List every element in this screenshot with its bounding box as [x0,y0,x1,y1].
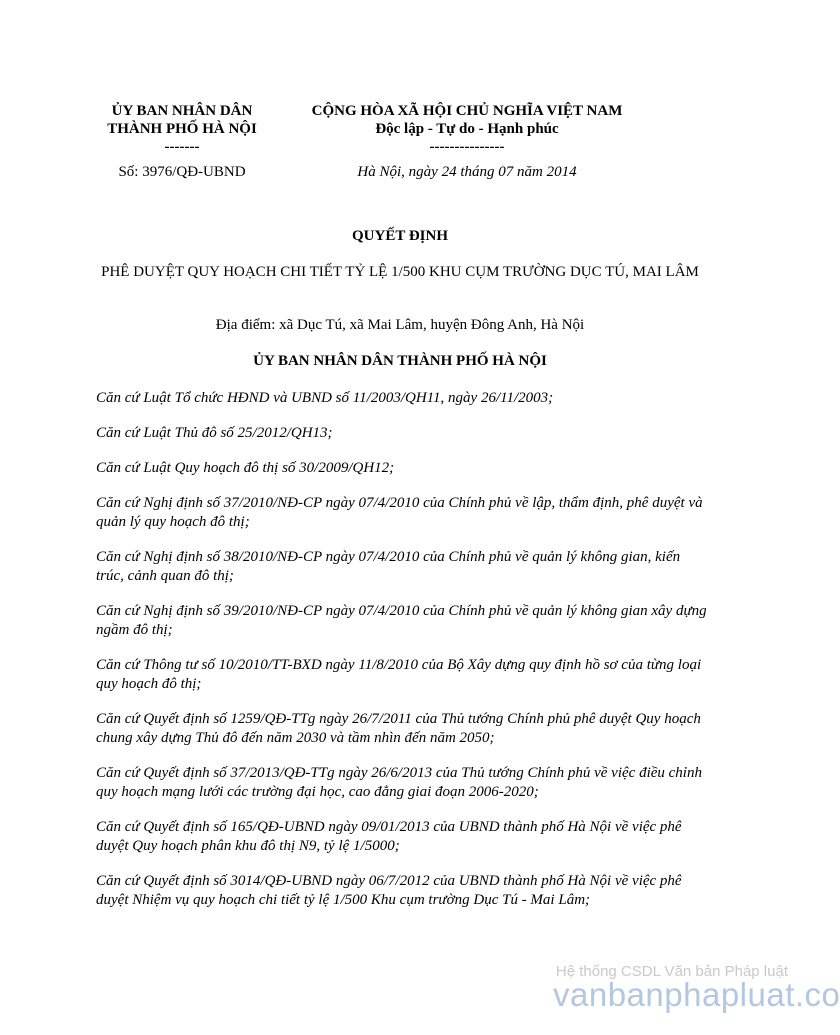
national-title: CỘNG HÒA XÃ HỘI CHỦ NGHĨA VIỆT NAM [311,103,623,119]
document-title: QUYẾT ĐỊNH [352,228,448,244]
legal-basis-item: Căn cứ Quyết định số 165/QĐ-UBND ngày 09/01/2013 của UBND thành phố Hà Nội về việc phê duyệt Quy hoạch phân khu đô thị N9, tỷ lệ 1/5000; [96,819,682,854]
legal-bases-list [96,389,708,926]
legal-basis-item: Căn cứ Nghị định số 37/2010/NĐ-CP ngày 07/4/2010 của Chính phủ về lập, thẩm định, phê duyệt và quản lý quy hoạch đô thị; [96,495,703,530]
issuer-line-2: THÀNH PHỐ HÀ NỘI [107,121,257,137]
national-header [292,102,642,156]
watermark-site: vanbanphapluat.co [553,976,840,1013]
issuer-divider: ------- [164,139,200,155]
issuer-header [82,102,282,156]
document-number: Số: 3976/QĐ-UBND [118,164,246,180]
document-location: Địa điểm: xã Dục Tú, xã Mai Lâm, huyện Đông Anh, Hà Nội [215,317,585,333]
legal-basis-item: Căn cứ Nghị định số 39/2010/NĐ-CP ngày 07/4/2010 của Chính phủ về quản lý không gian xây dựng ngầm đô thị; [96,603,707,638]
legal-basis-item: Căn cứ Luật Quy hoạch đô thị số 30/2009/QH12; [96,460,395,476]
document-date: Hà Nội, ngày 24 tháng 07 năm 2014 [357,164,577,180]
legal-basis-item: Căn cứ Quyết định số 3014/QĐ-UBND ngày 06/7/2012 của UBND thành phố Hà Nội về việc phê duyệt Nhiệm vụ quy hoạch chi tiết tỷ lệ 1/500 Khu cụm trường Dục Tú - Mai Lâm; [96,873,682,908]
legal-basis-item: Căn cứ Quyết định số 1259/QĐ-TTg ngày 26/7/2011 của Thủ tướng Chính phủ phê duyệt Quy hoạch chung xây dựng Thủ đô đến năm 2030 và tầm nhìn đến năm 2050; [96,711,701,746]
legal-basis-item: Căn cứ Quyết định số 37/2013/QĐ-TTg ngày 26/6/2013 của Thủ tướng Chính phủ về việc điều chỉnh quy hoạch mạng lưới các trường đại học, cao đẳng giai đoạn 2006-2020; [96,765,702,800]
issuer-line-1: ỦY BAN NHÂN DÂN [111,103,253,119]
legal-basis-item: Căn cứ Thông tư số 10/2010/TT-BXD ngày 11/8/2010 của Bộ Xây dựng quy định hồ sơ của từng loại quy hoạch đô thị; [96,657,702,692]
national-motto: Độc lập - Tự do - Hạnh phúc [375,121,559,137]
legal-basis-item: Căn cứ Luật Thủ đô số 25/2012/QH13; [96,425,333,441]
document-subtitle: PHÊ DUYỆT QUY HOẠCH CHI TIẾT TỶ LỆ 1/500 KHU CỤM TRƯỜNG DỤC TÚ, MAI LÂM [101,264,699,280]
legal-basis-item: Căn cứ Luật Tổ chức HĐND và UBND số 11/2003/QH11, ngày 26/11/2003; [96,390,554,406]
legal-basis-item: Căn cứ Nghị định số 38/2010/NĐ-CP ngày 07/4/2010 của Chính phủ về quản lý không gian, kiến trúc, cảnh quan đô thị; [96,549,681,584]
national-divider: --------------- [429,139,505,155]
issuing-authority: ỦY BAN NHÂN DÂN THÀNH PHỐ HÀ NỘI [253,353,547,369]
watermark-caption: Hệ thống CSDL Văn bản Pháp luật [555,963,788,980]
